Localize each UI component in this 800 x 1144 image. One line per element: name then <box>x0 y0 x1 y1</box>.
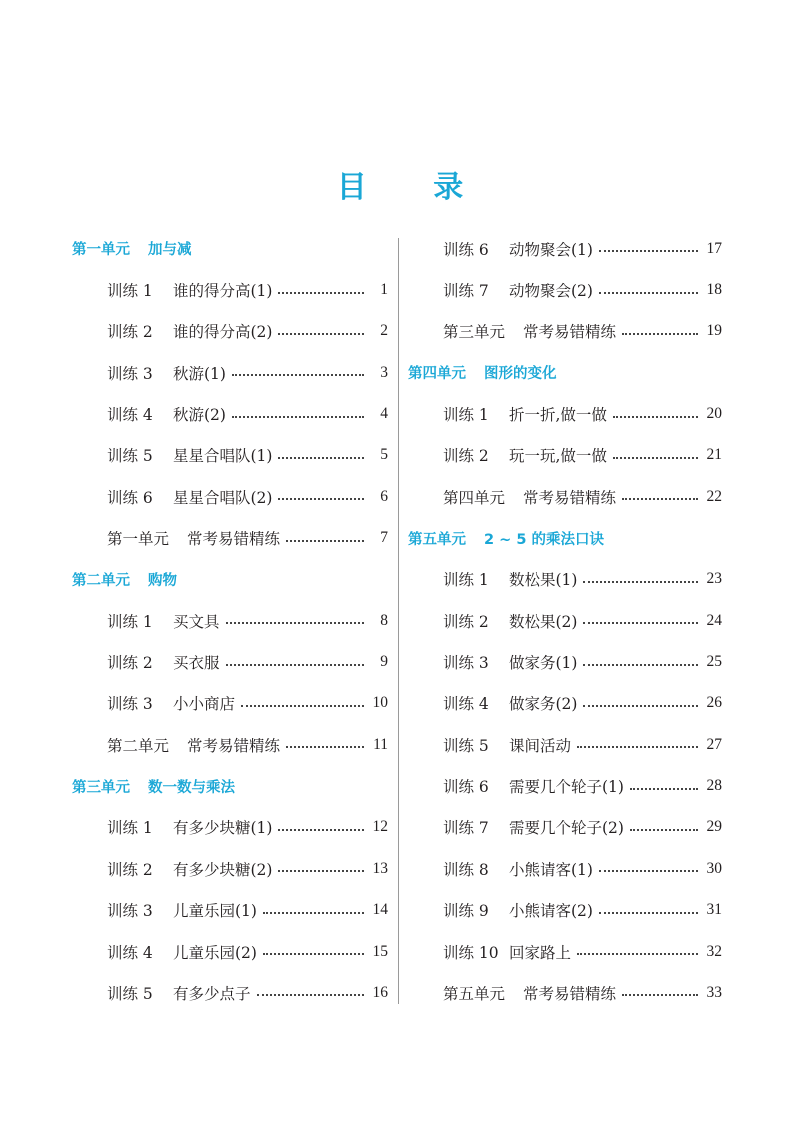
page-number: 17 <box>706 239 722 257</box>
training-label: 训练 8 <box>443 860 489 879</box>
unit-heading <box>408 517 722 558</box>
toc-review-entry[interactable] <box>408 972 722 1013</box>
review-unit-label: 第四单元 <box>443 488 506 507</box>
entry-title: 折一折,做一做 <box>509 406 607 425</box>
entry-title: 常考易错精练 <box>523 488 617 507</box>
entry-title: 小小商店 <box>173 695 236 714</box>
dot-leader <box>577 952 698 955</box>
dot-leader <box>583 580 698 583</box>
toc-entry[interactable] <box>72 352 388 393</box>
toc-entry[interactable] <box>72 311 388 352</box>
page-number: 8 <box>380 611 388 629</box>
page-number: 30 <box>706 859 722 877</box>
dot-leader <box>278 869 364 872</box>
training-label: 训练 6 <box>443 240 489 259</box>
toc-entry[interactable] <box>72 476 388 517</box>
dot-leader <box>613 456 698 459</box>
dot-leader <box>583 663 698 666</box>
page-number: 15 <box>372 942 388 960</box>
training-label: 训练 10 <box>443 943 499 962</box>
entry-title: 做家务(1) <box>509 654 578 673</box>
toc-entry[interactable] <box>408 228 722 269</box>
review-unit-label: 第一单元 <box>107 530 170 549</box>
dot-leader <box>278 291 364 294</box>
entry-title: 小熊请客(1) <box>509 860 593 879</box>
toc-entry[interactable] <box>72 600 388 641</box>
training-label: 训练 5 <box>107 984 153 1003</box>
training-label: 训练 5 <box>107 447 153 466</box>
unit-heading <box>72 559 388 600</box>
toc-entry[interactable] <box>72 435 388 476</box>
page-number: 10 <box>372 694 388 712</box>
training-label: 训练 1 <box>443 571 489 590</box>
toc-entry[interactable] <box>408 435 722 476</box>
training-label: 训练 9 <box>443 902 489 921</box>
toc-review-entry[interactable] <box>72 517 388 558</box>
page-number: 21 <box>706 446 722 464</box>
dot-leader <box>599 291 698 294</box>
toc-entry[interactable] <box>72 393 388 434</box>
unit-number: 第四单元 <box>408 366 466 383</box>
unit-number: 第五单元 <box>408 531 466 548</box>
entry-title: 儿童乐园(2) <box>173 943 257 962</box>
dot-leader <box>599 869 698 872</box>
training-label: 训练 1 <box>107 819 153 838</box>
toc-entry[interactable] <box>72 641 388 682</box>
training-label: 训练 6 <box>443 778 489 797</box>
entry-title: 有多少块糖(2) <box>173 860 273 879</box>
toc-review-entry[interactable] <box>408 311 722 352</box>
dot-leader <box>599 249 698 252</box>
dot-leader <box>263 911 364 914</box>
page-title: 目 录 <box>336 170 492 205</box>
dot-leader <box>226 663 364 666</box>
dot-leader <box>232 415 364 418</box>
toc-entry[interactable] <box>408 724 722 765</box>
training-label: 训练 1 <box>107 612 153 631</box>
unit-heading <box>72 228 388 269</box>
toc-entry[interactable] <box>408 765 722 806</box>
dot-leader <box>278 497 364 500</box>
toc-entry[interactable] <box>72 931 388 972</box>
toc-entry[interactable] <box>408 641 722 682</box>
dot-leader <box>278 456 364 459</box>
training-label: 训练 4 <box>443 695 489 714</box>
toc-entry[interactable] <box>408 848 722 889</box>
dot-leader <box>599 911 698 914</box>
unit-number: 第二单元 <box>72 572 130 589</box>
entry-title: 买衣服 <box>173 654 220 673</box>
page-number: 19 <box>706 322 722 340</box>
entry-title: 星星合唱队(1) <box>173 447 273 466</box>
training-label: 训练 1 <box>107 282 153 301</box>
entry-title: 秋游(1) <box>173 364 226 383</box>
training-label: 训练 2 <box>443 612 489 631</box>
review-unit-label: 第二单元 <box>107 736 170 755</box>
toc-entry[interactable] <box>72 269 388 310</box>
toc-review-entry[interactable] <box>72 724 388 765</box>
page-number: 32 <box>706 942 722 960</box>
dot-leader <box>278 828 364 831</box>
entry-title: 课间活动 <box>509 736 572 755</box>
toc-entry[interactable] <box>72 890 388 931</box>
dot-leader <box>226 621 364 624</box>
page-number: 13 <box>372 859 388 877</box>
entry-title: 小熊请客(2) <box>509 902 593 921</box>
page-number: 6 <box>380 487 388 505</box>
page-number: 2 <box>380 322 388 340</box>
dot-leader <box>622 332 698 335</box>
training-label: 训练 2 <box>107 654 153 673</box>
dot-leader <box>286 745 364 748</box>
toc-entry[interactable] <box>72 807 388 848</box>
page-number: 29 <box>706 818 722 836</box>
dot-leader <box>622 993 698 996</box>
unit-title: 购物 <box>148 572 177 589</box>
page-number: 22 <box>706 487 722 505</box>
entry-title: 谁的得分高(2) <box>173 323 273 342</box>
unit-title: 图形的变化 <box>484 366 557 383</box>
entry-title: 玩一玩,做一做 <box>509 447 607 466</box>
page-number: 27 <box>706 735 722 753</box>
entry-title: 回家路上 <box>509 943 572 962</box>
dot-leader <box>577 745 698 748</box>
toc-entry[interactable] <box>408 600 722 641</box>
training-label: 训练 5 <box>443 736 489 755</box>
training-label: 训练 3 <box>107 695 153 714</box>
dot-leader <box>232 373 364 376</box>
toc-entry[interactable] <box>408 807 722 848</box>
entry-title: 星星合唱队(2) <box>173 488 273 507</box>
dot-leader <box>630 787 698 790</box>
page-number: 14 <box>372 901 388 919</box>
unit-heading <box>72 765 388 806</box>
entry-title: 儿童乐园(1) <box>173 902 257 921</box>
page-number: 16 <box>372 983 388 1001</box>
training-label: 训练 3 <box>443 654 489 673</box>
toc-entry[interactable] <box>408 269 722 310</box>
entry-title: 需要几个轮子(2) <box>509 819 624 838</box>
dot-leader <box>583 621 698 624</box>
page-number: 11 <box>373 735 388 753</box>
dot-leader <box>257 993 364 996</box>
toc-entry[interactable] <box>72 972 388 1013</box>
page-number: 5 <box>380 446 388 464</box>
page-number: 23 <box>706 570 722 588</box>
toc-entry[interactable] <box>72 683 388 724</box>
entry-title: 秋游(2) <box>173 406 226 425</box>
entry-title: 数松果(2) <box>509 612 578 631</box>
review-unit-label: 第五单元 <box>443 984 506 1003</box>
toc-entry[interactable] <box>408 931 722 972</box>
training-label: 训练 3 <box>107 902 153 921</box>
review-unit-label: 第三单元 <box>443 323 506 342</box>
toc-right-column <box>408 228 722 1014</box>
training-label: 训练 2 <box>443 447 489 466</box>
toc-review-entry[interactable] <box>408 476 722 517</box>
page-number: 31 <box>706 901 722 919</box>
page-number: 28 <box>706 777 722 795</box>
entry-title: 买文具 <box>173 612 220 631</box>
training-label: 训练 2 <box>107 323 153 342</box>
entry-title: 需要几个轮子(1) <box>509 778 624 797</box>
page-number: 12 <box>372 818 388 836</box>
page-number: 20 <box>706 405 722 423</box>
column-divider <box>398 238 399 1004</box>
training-label: 训练 4 <box>107 943 153 962</box>
unit-heading <box>408 352 722 393</box>
toc-entry[interactable] <box>408 683 722 724</box>
entry-title: 做家务(2) <box>509 695 578 714</box>
entry-title: 动物聚会(2) <box>509 282 593 301</box>
page-number: 3 <box>380 363 388 381</box>
entry-title: 常考易错精练 <box>523 323 617 342</box>
dot-leader <box>583 704 698 707</box>
entry-title: 动物聚会(1) <box>509 240 593 259</box>
page-number: 7 <box>380 529 388 547</box>
entry-title: 数松果(1) <box>509 571 578 590</box>
entry-title: 常考易错精练 <box>187 530 281 549</box>
toc-entry[interactable] <box>408 393 722 434</box>
unit-number: 第一单元 <box>72 242 130 259</box>
entry-title: 有多少点子 <box>173 984 251 1003</box>
page-number: 1 <box>380 281 388 299</box>
training-label: 训练 7 <box>443 282 489 301</box>
unit-title: 数一数与乘法 <box>148 779 235 796</box>
training-label: 训练 3 <box>107 364 153 383</box>
training-label: 训练 4 <box>107 406 153 425</box>
dot-leader <box>241 704 364 707</box>
dot-leader <box>613 415 698 418</box>
dot-leader <box>630 828 698 831</box>
dot-leader <box>263 952 364 955</box>
page-number: 4 <box>380 405 388 423</box>
entry-title: 常考易错精练 <box>523 984 617 1003</box>
unit-number: 第三单元 <box>72 779 130 796</box>
toc-entry[interactable] <box>408 890 722 931</box>
unit-title: 2 ~ 5 的乘法口诀 <box>484 531 604 548</box>
page-number: 26 <box>706 694 722 712</box>
page-number: 9 <box>380 653 388 671</box>
toc-left-column <box>72 228 388 1014</box>
toc-entry[interactable] <box>408 559 722 600</box>
unit-title: 加与减 <box>148 242 192 259</box>
training-label: 训练 1 <box>443 406 489 425</box>
page-number: 18 <box>706 281 722 299</box>
page-number: 33 <box>706 983 722 1001</box>
dot-leader <box>286 539 364 542</box>
training-label: 训练 6 <box>107 488 153 507</box>
entry-title: 常考易错精练 <box>187 736 281 755</box>
dot-leader <box>622 497 698 500</box>
training-label: 训练 7 <box>443 819 489 838</box>
training-label: 训练 2 <box>107 860 153 879</box>
entry-title: 谁的得分高(1) <box>173 282 273 301</box>
toc-entry[interactable] <box>72 848 388 889</box>
page-number: 24 <box>706 611 722 629</box>
dot-leader <box>278 332 364 335</box>
page-number: 25 <box>706 653 722 671</box>
entry-title: 有多少块糖(1) <box>173 819 273 838</box>
